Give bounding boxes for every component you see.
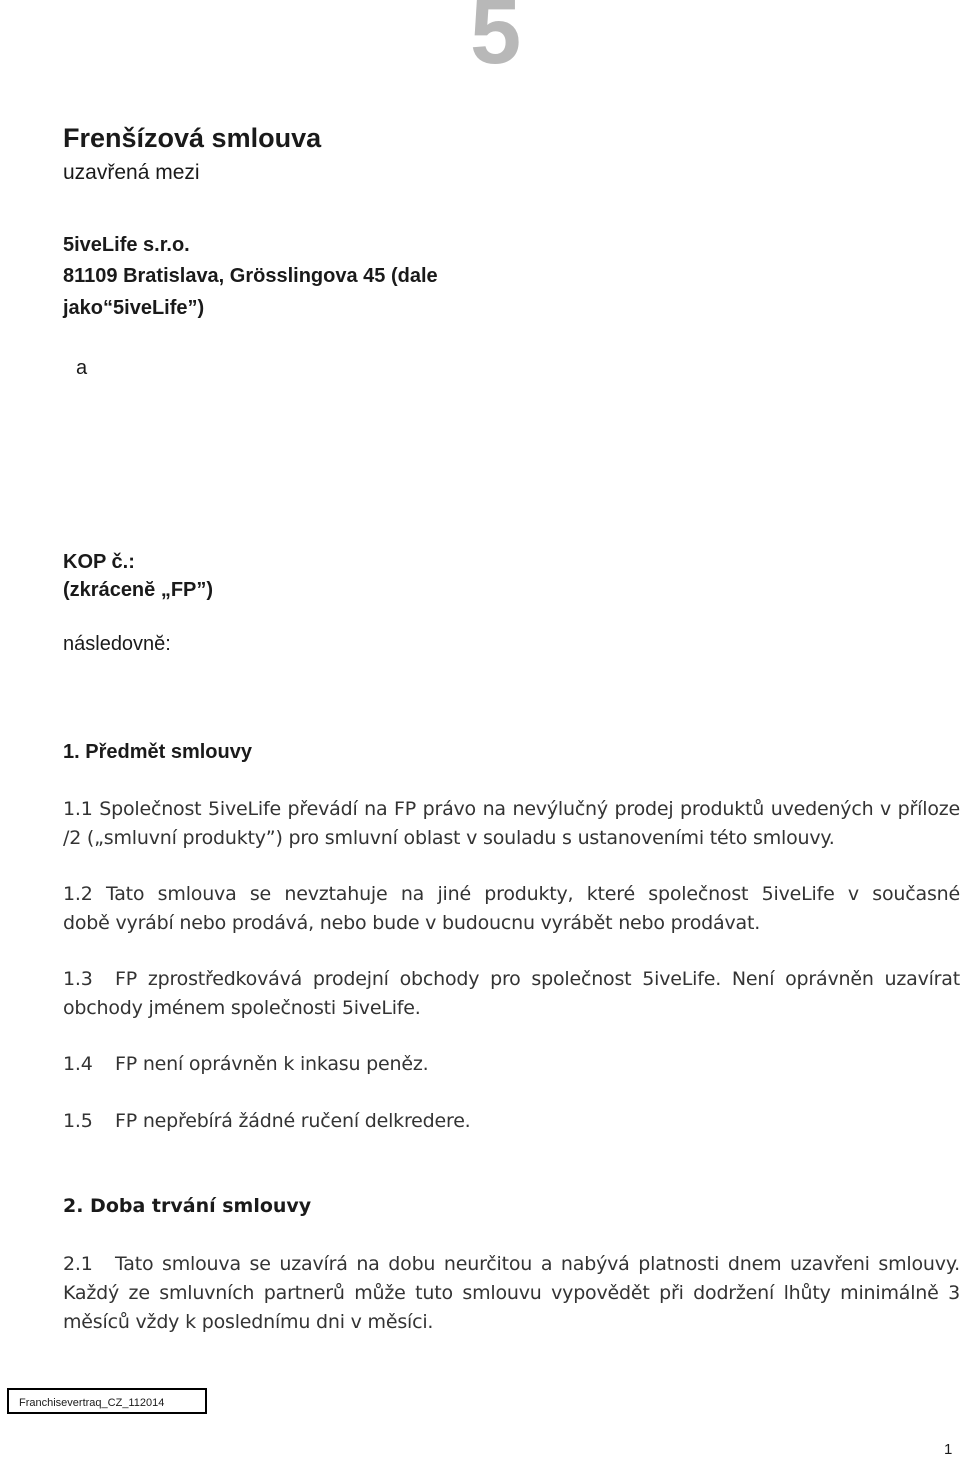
clause-text: FP není oprávněn k inkasu peněz. (115, 1053, 429, 1075)
followed-by: následovnĕ: (63, 633, 171, 655)
clause-text-cont: měsíců vždy k poslednímu dni v měsíci. (63, 1311, 434, 1333)
clause-number: 1.3 (63, 968, 93, 990)
clause-1-3 (63, 965, 960, 1023)
clause-1-1 (63, 795, 960, 853)
company-alias: jako“5iveLife”) (63, 297, 205, 319)
clause-1-2 (63, 880, 960, 938)
logo-mark: 5 (470, 0, 522, 83)
clause-number: 1.5 (63, 1110, 93, 1132)
clause-text-cont: době vyrábí nebo prodává, nebo bude v budoucnu vyrábět nebo prodávat. (63, 912, 761, 934)
clause-text: Tato smlouva se nevztahuje na jiné produkty, které společnost 5iveLife v současné (105, 883, 960, 905)
clause-number: 1.1 (63, 798, 93, 820)
clause-number: 1.2 (63, 883, 93, 905)
clause-2-1 (63, 1250, 960, 1337)
kop-label: KOP č.: (63, 551, 135, 573)
clause-1-5 (63, 1107, 960, 1136)
document-subtitle: uzavřená mezi (63, 161, 200, 184)
company-name: 5iveLife s.r.o. (63, 234, 190, 256)
clause-text: Tato smlouva se uzavírá na dobu neurčitou a nabývá platnosti dnem uzavřeni smlouvy. (115, 1253, 960, 1275)
clause-number: 2.1 (63, 1253, 93, 1275)
document-title: Frenšízová smlouva (63, 123, 322, 153)
clause-text: FP nepřebírá žádné ručení delkredere. (115, 1110, 471, 1132)
clause-number: 1.4 (63, 1053, 93, 1075)
clause-text: Společnost 5iveLife převádí na FP právo na nevýlučný prodej produktů uvedených v příloze (99, 798, 960, 820)
clause-text-cont: /2 („smluvní produkty”) pro smluvní oblast v souladu s ustanoveními této smlouvy. (63, 827, 835, 849)
clause-1-4 (63, 1050, 960, 1079)
clause-text: FP zprostředkovává prodejní obchody pro společnost 5iveLife. Není oprávněn uzavírat (115, 968, 960, 990)
company-address: 81109 Bratislava, Grösslingova 45 (dale (63, 265, 438, 287)
conjunction: a (76, 357, 88, 379)
page-number: 1 (944, 1441, 953, 1458)
section2-heading: 2. Doba trvání smlouvy (63, 1195, 312, 1217)
clause-text-cont: Každý ze smluvních partnerů může tuto smlouvu vypovědět při dodržení lhůty minimálně 3 (63, 1282, 960, 1304)
section1-heading: 1. Předmět smlouvy (63, 741, 252, 763)
footer-doc-id: Franchisevertraq_CZ_112014 (7, 1388, 207, 1414)
clause-text-cont: obchody jménem společnosti 5iveLife. (63, 997, 421, 1019)
short-name: (zkrácenĕ „FP”) (63, 579, 214, 601)
